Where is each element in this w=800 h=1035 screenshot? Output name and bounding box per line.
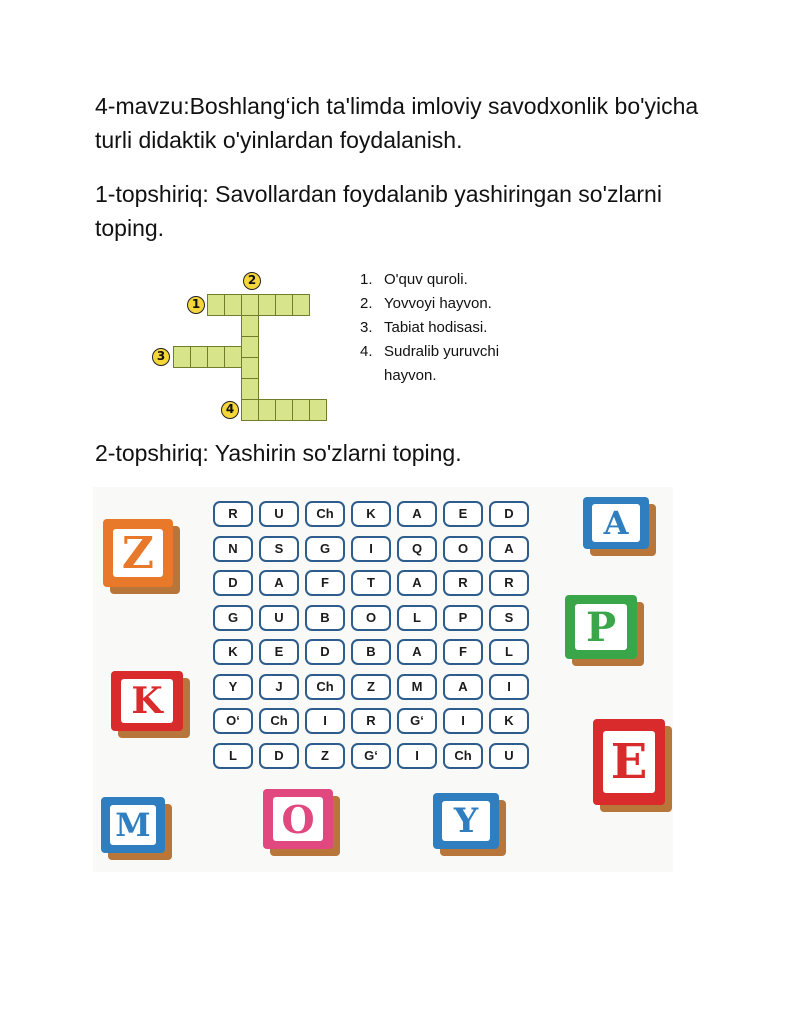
crossword-cell: [207, 346, 225, 368]
grid-letter[interactable]: L: [397, 605, 437, 631]
task2-heading: 2-topshiriq: Yashirin so'zlarni toping.: [95, 440, 462, 466]
block-letter: Y: [442, 801, 490, 841]
grid-letter[interactable]: A: [397, 570, 437, 596]
crossword-number-1: 1: [187, 296, 205, 314]
crossword-cell: [258, 399, 276, 421]
block-letter: M: [110, 805, 156, 845]
crossword-cell: [173, 346, 191, 368]
crossword-number-4: 4: [221, 401, 239, 419]
grid-letter[interactable]: Z: [305, 743, 345, 769]
crossword-cell: [207, 294, 225, 316]
grid-letter[interactable]: N: [213, 536, 253, 562]
crossword-figure: [150, 265, 520, 430]
grid-letter[interactable]: T: [351, 570, 391, 596]
clue-text: O'quv quroli.: [384, 271, 468, 288]
grid-letter[interactable]: R: [489, 570, 529, 596]
block-letter: P: [575, 604, 627, 650]
grid-letter[interactable]: G‘: [351, 743, 391, 769]
letter-block-z: [103, 519, 173, 587]
letter-block-y: [433, 793, 499, 849]
grid-letter[interactable]: A: [397, 501, 437, 527]
block-face: [263, 789, 333, 849]
grid-letter[interactable]: I: [397, 743, 437, 769]
task1-heading: 1-topshiriq: Savollardan foydalanib yashiringan so'zlarni toping.: [95, 181, 662, 241]
crossword-cell: [224, 346, 242, 368]
grid-letter[interactable]: K: [351, 501, 391, 527]
grid-letter[interactable]: D: [305, 639, 345, 665]
crossword-number-2: 2: [243, 272, 261, 290]
clue-item: [360, 292, 534, 316]
grid-letter[interactable]: L: [213, 743, 253, 769]
grid-letter[interactable]: Y: [213, 674, 253, 700]
crossword-cell: [258, 294, 276, 316]
letter-block-e: [593, 719, 665, 805]
clue-number: 1.: [360, 271, 373, 288]
letter-block-k: [111, 671, 183, 731]
grid-letter[interactable]: P: [443, 605, 483, 631]
crossword-cell: [224, 294, 242, 316]
crossword-cell: [292, 294, 310, 316]
clue-text: Sudralib yuruvchi hayvon.: [384, 343, 500, 384]
grid-letter[interactable]: E: [443, 501, 483, 527]
topic-heading: 4-mavzu:Boshlang‘ich ta'limda imloviy savodxonlik bo'yicha turli didaktik o'yinlardan foydalanish.: [95, 93, 699, 153]
crossword-cell: [241, 294, 259, 316]
grid-letter[interactable]: L: [489, 639, 529, 665]
grid-letter[interactable]: I: [489, 674, 529, 700]
grid-letter[interactable]: O: [443, 536, 483, 562]
block-face: [111, 671, 183, 731]
grid-letter[interactable]: I: [305, 708, 345, 734]
grid-letter[interactable]: R: [351, 708, 391, 734]
crossword-cell: [309, 399, 327, 421]
clue-number: 2.: [360, 295, 373, 312]
grid-letter[interactable]: D: [489, 501, 529, 527]
grid-letter[interactable]: A: [259, 570, 299, 596]
crossword-clues: [360, 268, 534, 388]
grid-letter[interactable]: G‘: [397, 708, 437, 734]
crossword-cell: [275, 399, 293, 421]
block-face: [103, 519, 173, 587]
grid-letter[interactable]: U: [259, 605, 299, 631]
grid-letter[interactable]: Ch: [259, 708, 299, 734]
block-face: [593, 719, 665, 805]
grid-letter[interactable]: S: [489, 605, 529, 631]
crossword-cell: [241, 336, 259, 358]
grid-letter[interactable]: M: [397, 674, 437, 700]
grid-letter[interactable]: A: [443, 674, 483, 700]
grid-letter[interactable]: B: [351, 639, 391, 665]
grid-letter[interactable]: U: [259, 501, 299, 527]
grid-letter[interactable]: B: [305, 605, 345, 631]
grid-letter[interactable]: I: [351, 536, 391, 562]
grid-letter[interactable]: F: [305, 570, 345, 596]
grid-letter[interactable]: K: [489, 708, 529, 734]
grid-letter[interactable]: O‘: [213, 708, 253, 734]
clue-number: 3.: [360, 319, 373, 336]
block-letter: E: [603, 731, 655, 793]
grid-letter[interactable]: U: [489, 743, 529, 769]
letter-block-p: [565, 595, 637, 659]
grid-letter[interactable]: Ch: [443, 743, 483, 769]
grid-letter[interactable]: S: [259, 536, 299, 562]
crossword-cell: [190, 346, 208, 368]
crossword-number-3: 3: [152, 348, 170, 366]
word-search-figure: [93, 487, 673, 872]
block-face: [433, 793, 499, 849]
clue-item: [360, 268, 534, 292]
clue-text: Yovvoyi hayvon.: [384, 295, 492, 312]
letter-block-m: [101, 797, 165, 853]
grid-letter[interactable]: A: [397, 639, 437, 665]
clue-text: Tabiat hodisasi.: [384, 319, 488, 336]
grid-letter[interactable]: Z: [351, 674, 391, 700]
block-letter: O: [273, 797, 323, 840]
block-letter: K: [121, 679, 173, 722]
grid-letter[interactable]: I: [443, 708, 483, 734]
grid-letter[interactable]: Ch: [305, 674, 345, 700]
grid-letter[interactable]: Ch: [305, 501, 345, 527]
grid-letter[interactable]: J: [259, 674, 299, 700]
block-face: [565, 595, 637, 659]
block-letter: Z: [113, 529, 163, 578]
clue-number: 4.: [360, 343, 373, 360]
crossword-cell: [241, 399, 259, 421]
letter-block-o: [263, 789, 333, 849]
grid-letter[interactable]: D: [259, 743, 299, 769]
grid-letter[interactable]: F: [443, 639, 483, 665]
grid-letter[interactable]: Q: [397, 536, 437, 562]
grid-letter[interactable]: G: [305, 536, 345, 562]
block-face: [583, 497, 649, 549]
grid-letter[interactable]: O: [351, 605, 391, 631]
crossword-cell: [241, 378, 259, 400]
crossword-cell: [275, 294, 293, 316]
grid-letter[interactable]: E: [259, 639, 299, 665]
grid-letter[interactable]: R: [443, 570, 483, 596]
crossword-cell: [241, 315, 259, 337]
letter-grid: [213, 501, 529, 769]
clue-item: [360, 316, 534, 340]
grid-letter[interactable]: A: [489, 536, 529, 562]
grid-letter[interactable]: G: [213, 605, 253, 631]
block-letter: A: [592, 504, 640, 541]
clue-item: [360, 340, 534, 388]
block-face: [101, 797, 165, 853]
grid-letter[interactable]: D: [213, 570, 253, 596]
letter-block-a: [583, 497, 649, 549]
grid-letter[interactable]: K: [213, 639, 253, 665]
crossword-cell: [241, 357, 259, 379]
grid-letter[interactable]: R: [213, 501, 253, 527]
crossword-cell: [292, 399, 310, 421]
